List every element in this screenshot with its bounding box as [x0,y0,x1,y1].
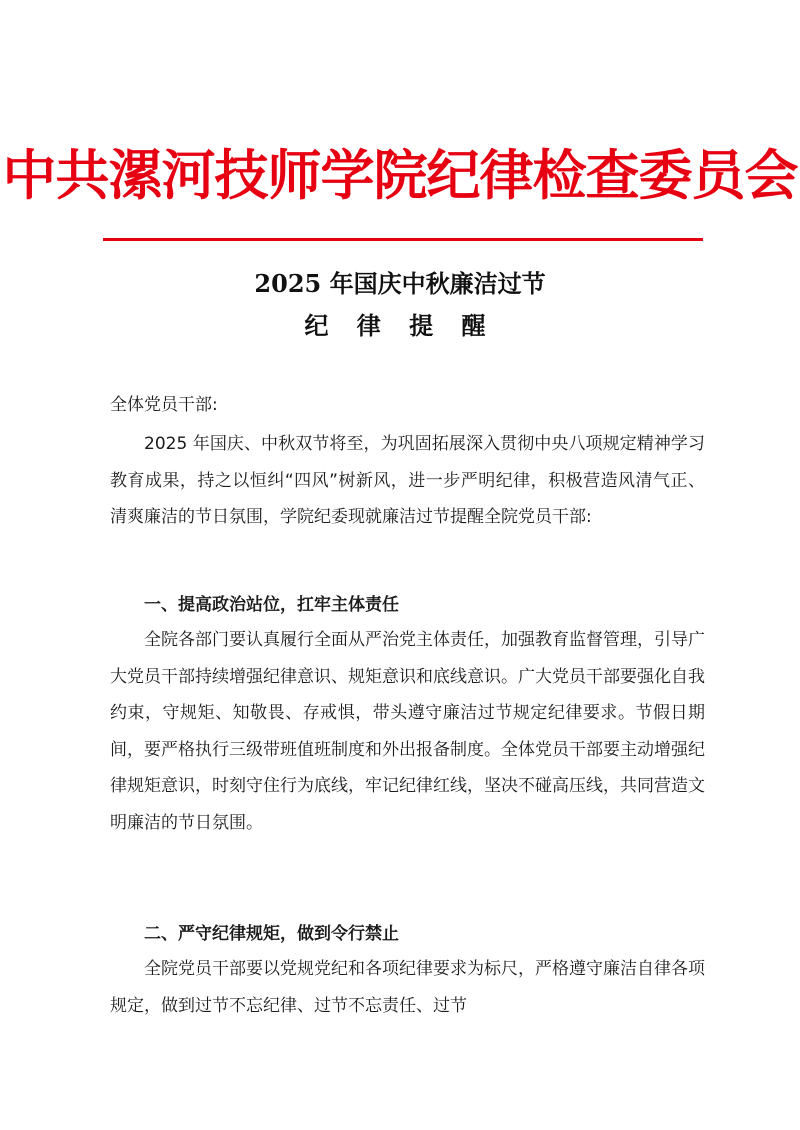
document-title: 2025 年国庆中秋廉洁过节 [254,269,546,298]
section-body-2: 全院党员干部要以党规党纪和各项纪律要求为标尺，严格遵守廉洁自律各项规定，做到过节不忘纪律、过节不忘责任、过节 [110,959,705,1016]
intro-paragraph: 2025 年国庆、中秋双节将至，为巩固拓展深入贯彻中央八项规定精神学习教育成果，持之以恒纠“四风”树新风，进一步严明纪律，积极营造风清气正、清爽廉洁的节日氛围，学院纪委现就廉洁过节提醒全院党员干部: [110,434,705,527]
section-body-1: 全院各部门要认真履行全面从严治党主体责任，加强教育监督管理，引导广大党员干部持续增强纪律意识、规矩意识和底线意识。广大党员干部要强化自我约束，守规矩、知敬畏、存戒惧，带头遵守廉洁过节规定纪律要求。节假日期间，要严格执行三级带班值班制度和外出报备制度。全体党员干部要主动增强纪律规矩意识，时刻守住行为底线，牢记纪律红线，坚决不碰高压线，共同营造文明廉洁的节日氛围。 [110,630,705,833]
document-subtitle: 纪 律 提 醒 [304,311,496,340]
red-divider-line [103,238,703,241]
section-heading-2: 二、严守纪律规矩，做到令行禁止 [144,924,399,944]
issuing-organization-header: 中共漯河技师学院纪律检查委员会 [2,143,798,207]
section-heading-1: 一、提高政治站位，扛牢主体责任 [144,595,399,615]
salutation: 全体党员干部: [110,395,218,415]
